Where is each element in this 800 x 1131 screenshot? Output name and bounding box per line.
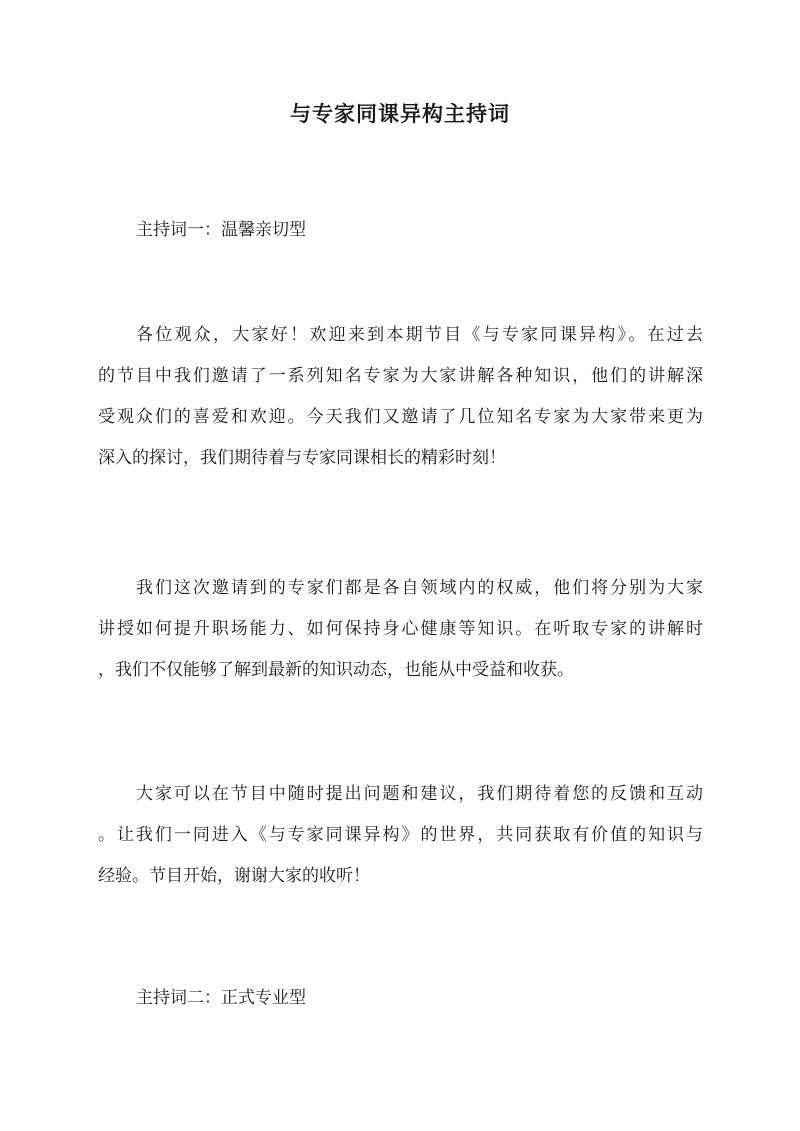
paragraph-2 [98, 568, 703, 691]
paragraph-line: 讲授如何提升职场能力、如何保持身心健康等知识。在听取专家的讲解时 [98, 619, 703, 639]
paragraph-line: 经验。节目开始，谢谢大家的收听！ [98, 866, 370, 886]
paragraph-line: 我们这次邀请到的专家们都是各自领域内的权威，他们将分别为大家 [136, 578, 703, 598]
section-heading-1: 主持词一：温馨亲切型 [136, 220, 306, 240]
section-heading-2: 主持词二：正式专业型 [136, 988, 306, 1008]
paragraph-3 [98, 774, 703, 897]
paragraph-line: 的节目中我们邀请了一系列知名专家为大家讲解各种知识，他们的讲解深 [98, 366, 703, 386]
paragraph-line: ，我们不仅能够了解到最新的知识动态，也能从中受益和收获。 [98, 660, 574, 680]
paragraph-1 [98, 315, 703, 479]
paragraph-line: 各位观众，大家好！欢迎来到本期节目《与专家同课异构》。在过去 [136, 325, 703, 345]
paragraph-line: 大家可以在节目中随时提出问题和建议，我们期待着您的反馈和互动 [136, 784, 703, 804]
paragraph-line: 深入的探讨，我们期待着与专家同课相长的精彩时刻！ [98, 448, 506, 468]
paragraph-line: 。让我们一同进入《与专家同课异构》的世界，共同获取有价值的知识与 [98, 825, 703, 845]
paragraph-line: 受观众们的喜爱和欢迎。今天我们又邀请了几位知名专家为大家带来更为 [98, 407, 703, 427]
document-title: 与专家同课异构主持词 [290, 101, 510, 126]
